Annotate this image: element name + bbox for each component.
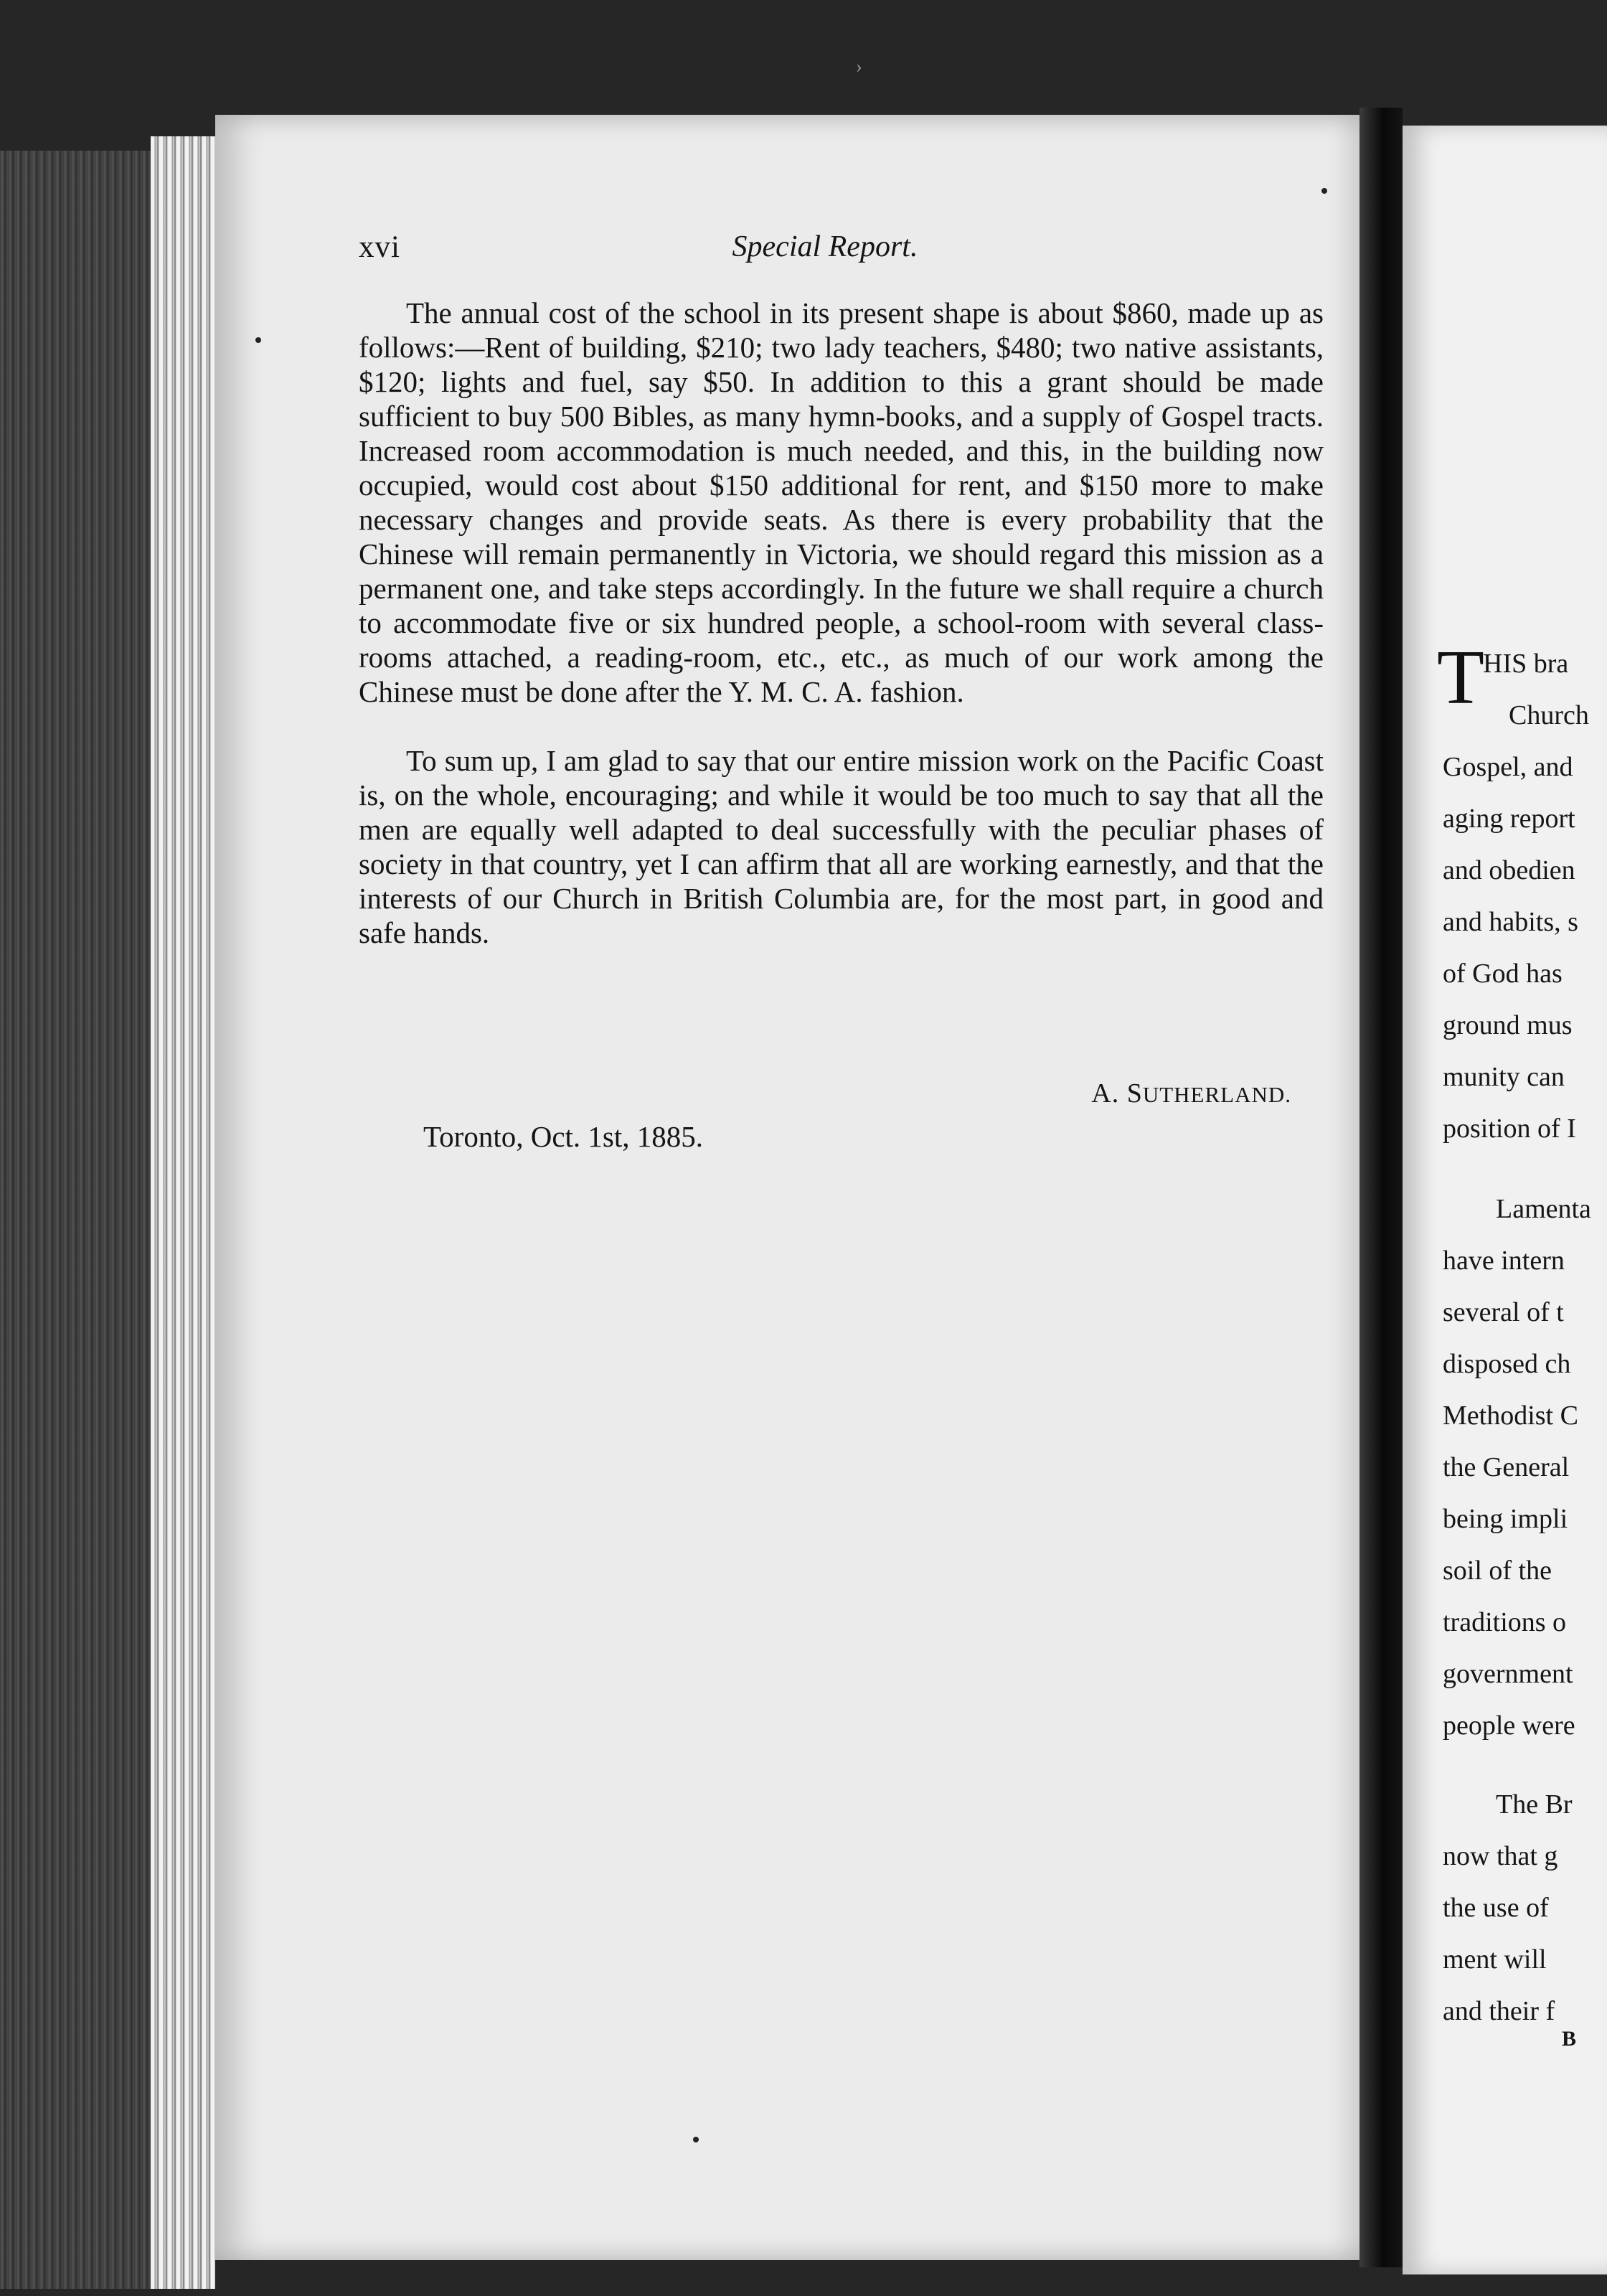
book-gutter <box>1359 108 1403 2267</box>
right-page-line: munity can <box>1443 1062 1565 1092</box>
right-page-line: traditions o <box>1443 1607 1567 1637</box>
right-page-line: of God has <box>1443 959 1563 989</box>
right-page-line: The Br <box>1496 1789 1573 1820</box>
right-page-line: position of I <box>1443 1114 1576 1144</box>
right-page-line: people were <box>1443 1711 1575 1741</box>
drop-cap: T <box>1437 635 1484 720</box>
right-page-line: Lamenta <box>1496 1194 1591 1224</box>
author-signature: A. SUTHERLAND. <box>1091 1078 1291 1109</box>
body-text <box>359 296 1324 950</box>
right-page-line: have intern <box>1443 1246 1565 1276</box>
paragraph: The annual cost of the school in its present shape is about $860, made up as follows:—Rent of building, $210; two lady teachers, $480; two native assistants, $120; lights and fuel, say $50. In addition to this a grant should be made sufficient to buy 500 Bibles, as many hymn-books, and a supply of Gospel tracts. Increased room accommodation is much needed, and this, in the building now occupied, would cost about $150 additional for rent, and $150 more to make necessary changes and provide seats. As there is every probability that the Chinese will remain permanently in Victoria, we should regard this mission as a permanent one, and take steps accordingly. In the future we shall require a church to accommodate five or six hundred people, a school-room with several class-rooms attached, a reading-room, etc., etc., as much of our work among the Chinese must be done after the Y. M. C. A. fashion. <box>359 296 1324 708</box>
right-page-line: Church <box>1509 700 1589 730</box>
right-page-line: and obedien <box>1443 855 1575 885</box>
right-page-line: and their f <box>1443 1996 1555 2026</box>
right-page-line: the use of <box>1443 1893 1549 1923</box>
right-page-line: ground mus <box>1443 1010 1573 1040</box>
running-head <box>359 230 1320 273</box>
paragraph: To sum up, I am glad to say that our entire mission work on the Pacific Coast is, on the whole, encouraging; and while it would be too much to say that all the men are equally well adapted to deal successfully with the peculiar phases of society in that country, yet I can affirm that all are working earnestly, and that the interests of our Church in British Columbia are, for the most part, in good and safe hands. <box>359 744 1324 949</box>
running-title: Special Report. <box>732 230 918 263</box>
right-page <box>1403 126 1607 2274</box>
scan-speck <box>1321 188 1327 194</box>
book-spine <box>0 151 151 2289</box>
right-page-line: HIS bra <box>1483 649 1569 679</box>
right-page-line: several of t <box>1443 1297 1564 1327</box>
page-number: xvi <box>359 230 400 264</box>
right-page-line: and habits, s <box>1443 907 1578 937</box>
page-edges <box>151 136 215 2289</box>
scan-artifact-mark: › <box>856 56 862 77</box>
right-page-line: government <box>1443 1659 1573 1689</box>
right-page-line: the General <box>1443 1452 1570 1482</box>
signature-mark: B <box>1562 2027 1577 2051</box>
right-page-line: disposed ch <box>1443 1349 1571 1379</box>
right-page-line: Gospel, and <box>1443 752 1573 782</box>
right-page-line: aging report <box>1443 804 1575 834</box>
scan-speck <box>255 337 261 343</box>
right-page-line: now that g <box>1443 1841 1558 1871</box>
right-page-line: being impli <box>1443 1504 1568 1534</box>
right-page-line: soil of the <box>1443 1556 1552 1586</box>
scan-speck <box>693 2137 699 2142</box>
dateline: Toronto, Oct. 1st, 1885. <box>423 1120 704 1153</box>
right-page-line: Methodist C <box>1443 1401 1578 1431</box>
right-page-line: ment will <box>1443 1944 1547 1975</box>
